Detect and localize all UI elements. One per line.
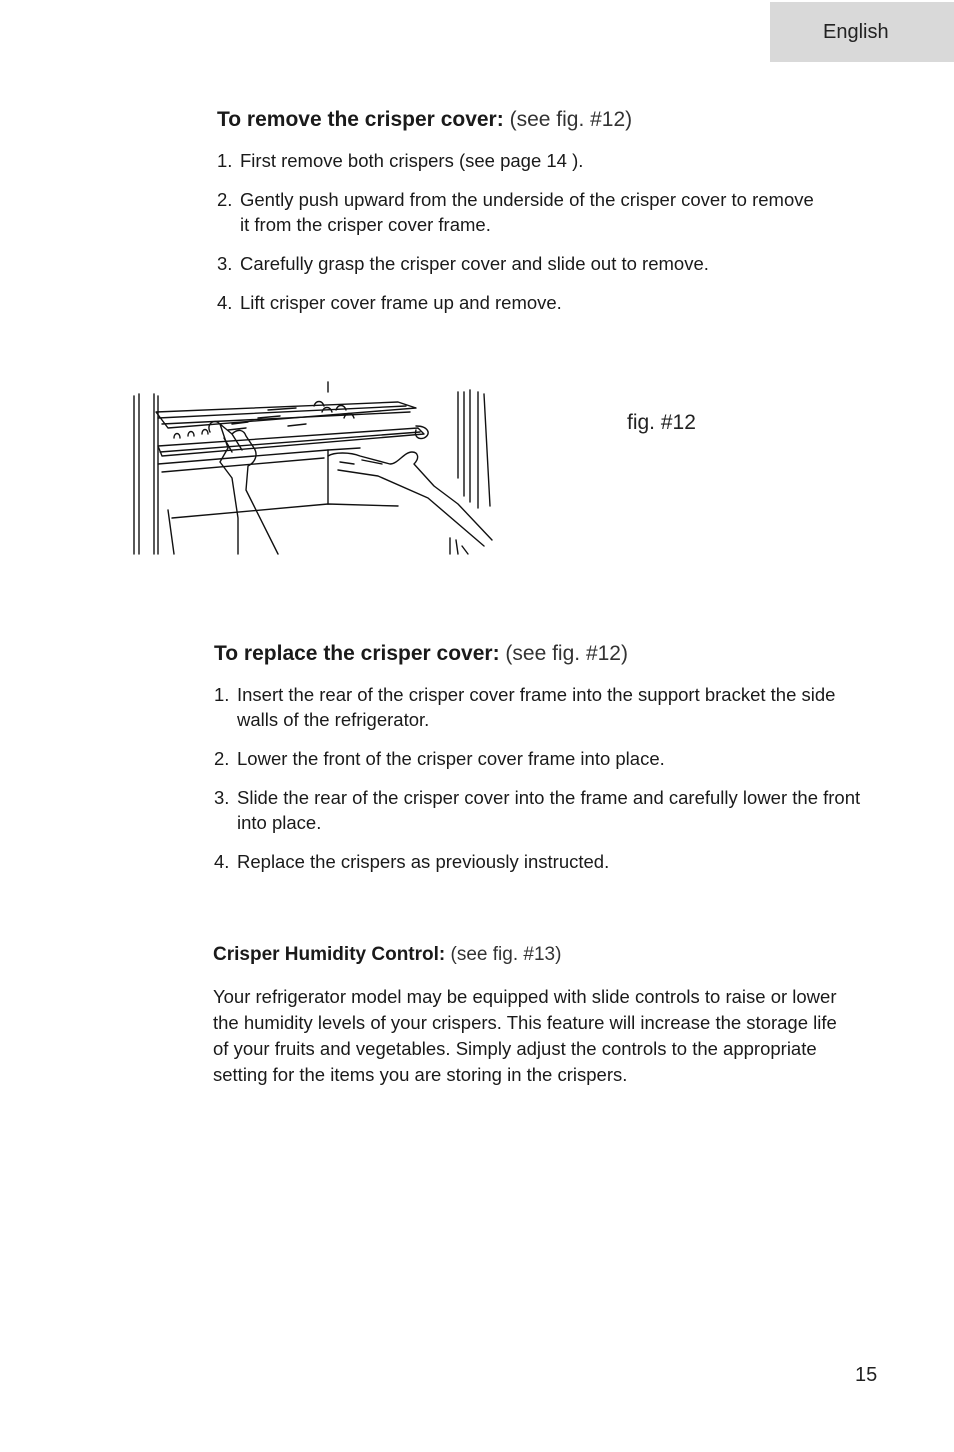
step-text: Gently push upward from the underside of the crisper cover to remove it from the crisper cover frame. (240, 189, 814, 235)
step-text: Lift crisper cover frame up and remove. (240, 292, 562, 313)
humidity-control-section (213, 942, 838, 1088)
replace-section-title: To replace the crisper cover: (214, 642, 500, 665)
humidity-section-body: Your refrigerator model may be equipped with slide controls to raise or lower the humidity levels of your crispers. This feature will increase the storage life of your fruits and vegetables. Simply adjust the controls to the appropriate setting for the items you are storing in the crispers. (213, 986, 837, 1085)
list-item (214, 849, 854, 874)
step-text: Carefully grasp the crisper cover and slide out to remove. (240, 253, 709, 274)
list-item (214, 785, 862, 835)
replace-section-heading (214, 641, 854, 667)
replace-section-fig-ref: (see fig. #12) (505, 642, 628, 665)
replace-steps-list (214, 682, 861, 874)
step-number: 3. (214, 787, 230, 808)
remove-crisper-cover-section (217, 107, 857, 315)
remove-section-fig-ref: (see fig. #12) (509, 108, 633, 131)
step-number: 3. (217, 253, 233, 274)
language-tab: English (770, 2, 954, 62)
step-number: 2. (217, 189, 233, 210)
list-item (217, 251, 857, 276)
step-text: Insert the rear of the crisper cover frame into the support bracket the side walls of the refrigerator. (237, 684, 836, 730)
humidity-section-heading (213, 942, 838, 968)
remove-section-title: To remove the crisper cover: (217, 108, 504, 131)
list-item (217, 290, 857, 315)
step-text: Slide the rear of the crisper cover into the frame and carefully lower the front into place. (237, 787, 861, 833)
remove-steps-list (217, 148, 857, 315)
figure-label: fig. #12 (627, 411, 696, 434)
page-number: 15 (855, 1364, 878, 1386)
list-item (217, 148, 857, 173)
step-text: First remove both crispers (see page 14 ). (240, 150, 584, 171)
remove-section-heading (217, 107, 857, 133)
humidity-section-title: Crisper Humidity Control: (213, 944, 446, 965)
step-number: 1. (217, 150, 233, 171)
replace-crisper-cover-section (214, 641, 861, 874)
step-text: Lower the front of the crisper cover frame into place. (237, 748, 665, 769)
crisper-cover-illustration (128, 378, 508, 556)
humidity-section-fig-ref: (see fig. #13) (450, 944, 562, 965)
step-number: 4. (217, 292, 233, 313)
step-text: Replace the crispers as previously instructed. (237, 851, 610, 872)
list-item (217, 187, 815, 237)
step-number: 4. (214, 851, 230, 872)
step-number: 1. (214, 684, 230, 705)
list-item (214, 682, 837, 732)
list-item (214, 746, 854, 771)
step-number: 2. (214, 748, 230, 769)
